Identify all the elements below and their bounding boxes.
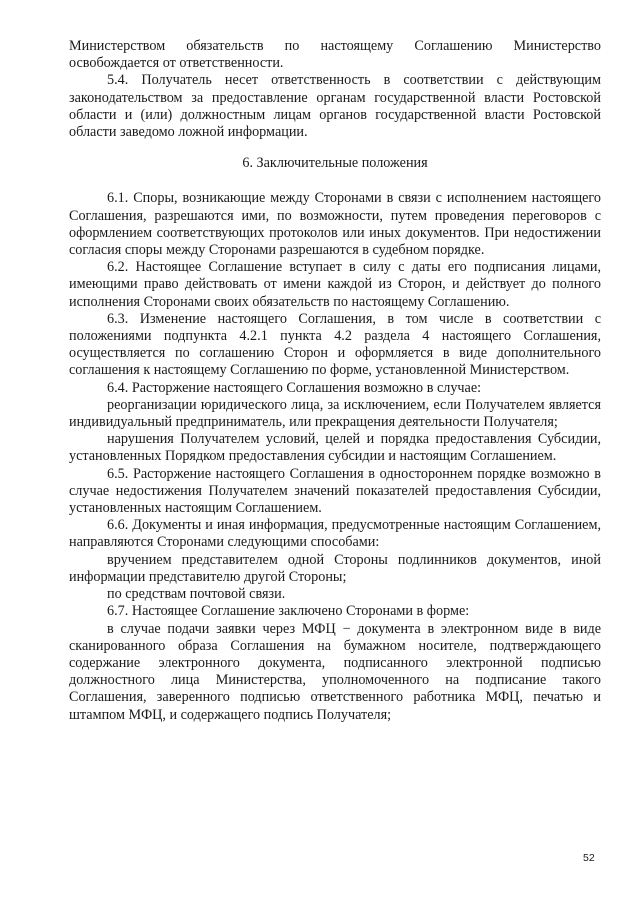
paragraph-6-7: 6.7. Настоящее Соглашение заключено Сторонами в форме: (107, 603, 470, 620)
page-number: 52 (583, 852, 595, 864)
paragraph-6-3: 6.3. Изменение настоящего Соглашения, в том числе в соответствии с положениями подпункта 4.2.1 пункта 4.2 раздела 4 настоящего Соглашения, осуществляется по соглашению Сторон и оформляется в виде дополнительного соглашения к настоящему Соглашению по форме, установленной Министерством. (69, 310, 601, 379)
document-body (69, 38, 601, 724)
paragraph-continuation: Министерством обязательств по настоящему Соглашению Министерство освобождается от ответственности. (69, 38, 601, 72)
paragraph-6-6: 6.6. Документы и иная информация, предусмотренные настоящим Соглашением, направляются Сторонами следующими способами: (69, 517, 601, 551)
list-item-reorganization: реорганизации юридического лица, за исключением, если Получателем является индивидуальный предприниматель, или прекращения деятельности Получателя; (69, 396, 601, 431)
paragraph-6-5: 6.5. Расторжение настоящего Соглашения в одностороннем порядке возможно в случае недостижения Получателем значений показателей предоставления Субсидии, установленных настоящим Соглашением. (69, 465, 601, 517)
paragraph-6-2: 6.2. Настоящее Соглашение вступает в силу с даты его подписания лицами, имеющими право действовать от имени каждой из Сторон, и действует до полного исполнения Сторонами своих обязательств по настоящему Соглашению. (69, 259, 601, 310)
list-item-delivery: вручением представителем одной Стороны подлинников документов, иной информации представителю другой Стороны; (69, 551, 601, 585)
list-item-violation: нарушения Получателем условий, целей и порядка предоставления Субсидии, установленных Порядком предоставления субсидии и настоящим Соглашением. (69, 431, 601, 465)
list-item-post: по средствам почтовой связи. (107, 586, 286, 603)
list-item-mfc: в случае подачи заявки через МФЦ − документа в электронном виде в виде сканированного образа Соглашения на бумажном носителе, подтверждающего содержание электронного документа, подписанного электронной подписью должностного лица Министерства, уполномоченного на подписание такого Соглашения, заверенного подписью ответственного работника МФЦ, печатью и штампом МФЦ, и содержащего подпись Получателя; (69, 620, 601, 723)
paragraph-6-1: 6.1. Споры, возникающие между Сторонами в связи с исполнением настоящего Соглашения, разрешаются ими, по возможности, путем проведения переговоров с оформлением соответствующих протоколов или иных документов. При недостижении согласия споры между Сторонами разрешаются в судебном порядке. (69, 190, 601, 259)
paragraph-6-4: 6.4. Расторжение настоящего Соглашения возможно в случае: (107, 379, 482, 396)
paragraph-5-4: 5.4. Получатель несет ответственность в соответствии с действующим законодательством за предоставление органам государственной власти Ростовской области и (или) должностным лицам органов государственной власти Ростовской области заведомо ложной информации. (69, 72, 601, 141)
section-heading: 6. Заключительные положения (242, 155, 428, 172)
